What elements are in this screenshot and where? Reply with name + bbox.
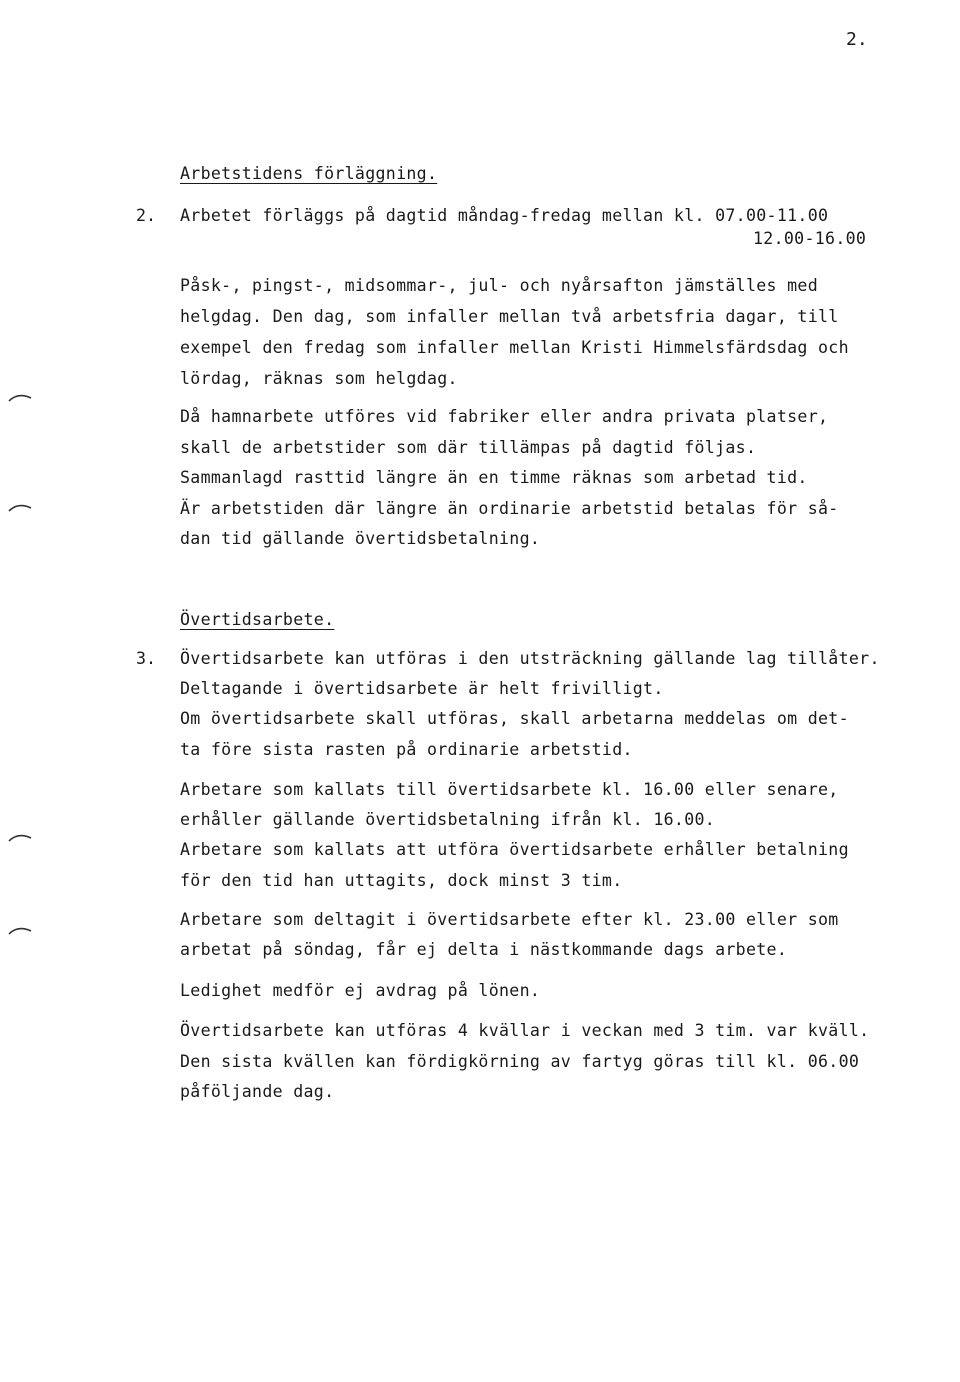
text-line: Övertidsarbete kan utföras 4 kvällar i veckan med 3 tim. var kväll. <box>180 1021 870 1040</box>
text-line: arbetat på söndag, får ej delta i nästkommande dags arbete. <box>180 940 788 959</box>
section-2-number: 2. <box>136 206 156 225</box>
heading-overtidsarbete: Övertidsarbete. <box>180 610 335 629</box>
text-line: Sammanlagd rasttid längre än en timme räknas som arbetad tid. <box>180 468 808 487</box>
text-line: Arbetare som deltagit i övertidsarbete efter kl. 23.00 eller som <box>180 910 839 929</box>
text-line: Är arbetstiden där längre än ordinarie arbetstid betalas för så- <box>180 499 839 518</box>
section-3-paragraph-4: Ledighet medför ej avdrag på lönen. <box>180 981 541 1000</box>
text-line: erhåller gällande övertidsbetalning ifrån kl. 16.00. <box>180 810 716 829</box>
text-line: Deltagande i övertidsarbete är helt frivilligt. <box>180 679 664 698</box>
text-line: helgdag. Den dag, som infaller mellan två arbetsfria dagar, till <box>180 307 839 326</box>
text-line: Om övertidsarbete skall utföras, skall arbetarna meddelas om det- <box>180 709 849 728</box>
section-3-number: 3. <box>136 649 156 668</box>
heading-arbetstidens-forlaggning: Arbetstidens förläggning. <box>180 164 438 183</box>
text-line: Övertidsarbete kan utföras i den utsträckning gällande lag tillåter. <box>180 649 880 668</box>
text-line: lördag, räknas som helgdag. <box>180 369 458 388</box>
text-line: Arbetare som kallats att utföra övertidsarbete erhåller betalning <box>180 840 849 859</box>
text-line: exempel den fredag som infaller mellan Kristi Himmelsfärdsdag och <box>180 338 849 357</box>
text-line: Påsk-, pingst-, midsommar-, jul- och nyårsafton jämställes med <box>180 276 818 295</box>
section-2-line-1: Arbetet förläggs på dagtid måndag-fredag mellan kl. 07.00-11.00 <box>180 206 829 225</box>
text-line: skall de arbetstider som där tillämpas på dagtid följas. <box>180 438 757 457</box>
binder-mark-icon <box>8 925 32 935</box>
page-number: 2. <box>846 29 868 50</box>
binder-mark-icon <box>8 502 32 512</box>
text-line: Den sista kvällen kan fördigkörning av fartyg göras till kl. 06.00 <box>180 1052 860 1071</box>
text-line: dan tid gällande övertidsbetalning. <box>180 529 541 548</box>
text-line: ta före sista rasten på ordinarie arbetstid. <box>180 740 633 759</box>
text-line: Arbetare som kallats till övertidsarbete kl. 16.00 eller senare, <box>180 780 839 799</box>
text-line: Då hamnarbete utföres vid fabriker eller andra privata platser, <box>180 407 829 426</box>
section-2-line-2: 12.00-16.00 <box>753 229 867 248</box>
text-line: för den tid han uttagits, dock minst 3 tim. <box>180 871 623 890</box>
binder-mark-icon <box>8 392 32 402</box>
text-line: påföljande dag. <box>180 1082 335 1101</box>
binder-mark-icon <box>8 832 32 842</box>
